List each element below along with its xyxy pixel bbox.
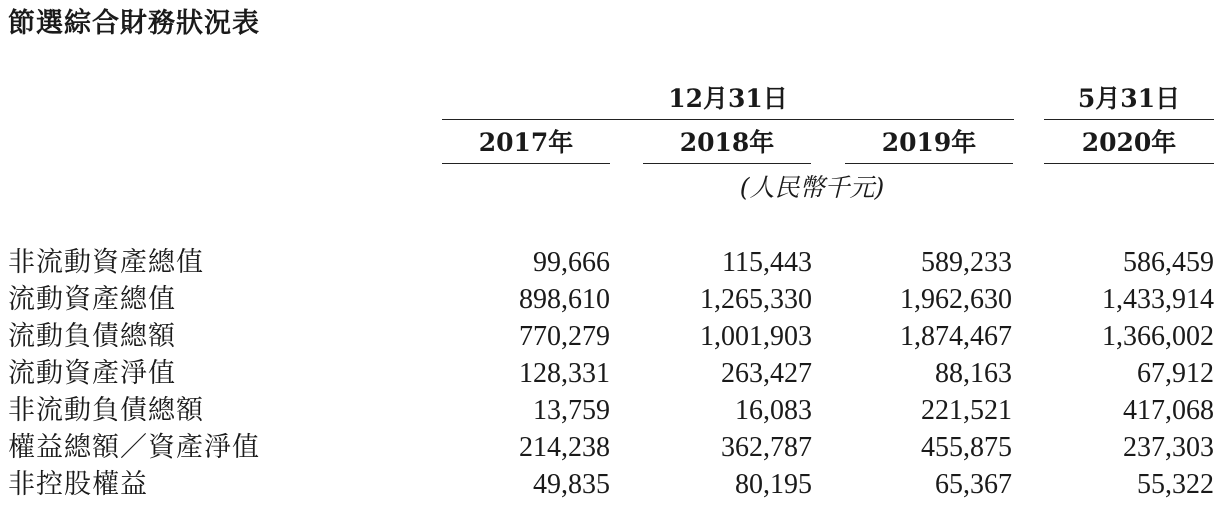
table-row	[0, 355, 1229, 392]
value-2018: 1,265,330	[700, 284, 812, 315]
table-row	[0, 466, 1229, 503]
value-2019: 88,163	[935, 358, 1012, 389]
value-2018: 1,001,903	[700, 321, 812, 352]
header-dec31: 12月31日	[668, 84, 788, 113]
value-2017: 13,759	[533, 395, 610, 426]
row-label: 流動資產淨值	[8, 358, 176, 389]
year-rule-2020	[1044, 163, 1214, 164]
value-2019: 221,521	[921, 395, 1012, 426]
value-2017: 770,279	[519, 321, 610, 352]
value-2020: 1,433,914	[1102, 284, 1214, 315]
value-2019: 65,367	[935, 469, 1012, 500]
financial-table	[0, 244, 1229, 503]
value-2017: 49,835	[533, 469, 610, 500]
header-may31: 5月31日	[1077, 84, 1181, 113]
table-row	[0, 318, 1229, 355]
value-2019: 1,962,630	[900, 284, 1012, 315]
value-2020: 55,322	[1137, 469, 1214, 500]
value-2018: 263,427	[721, 358, 812, 389]
value-2020: 237,303	[1123, 432, 1214, 463]
unit-label: (人民幣千元)	[739, 173, 885, 202]
row-label: 流動負債總額	[8, 321, 176, 352]
value-2018: 362,787	[721, 432, 812, 463]
value-2017: 214,238	[519, 432, 610, 463]
row-label: 非流動負債總額	[8, 395, 204, 426]
table-row	[0, 429, 1229, 466]
year-2018-header: 2018年	[679, 128, 775, 157]
value-2020: 67,912	[1137, 358, 1214, 389]
value-2018: 16,083	[735, 395, 812, 426]
year-rule-2018	[643, 163, 811, 164]
value-2019: 589,233	[921, 247, 1012, 278]
value-2018: 115,443	[722, 247, 812, 278]
page-title: 節選綜合財務狀況表	[8, 8, 260, 39]
value-2017: 898,610	[519, 284, 610, 315]
header-rule-dec31	[442, 119, 1014, 120]
value-2020: 586,459	[1123, 247, 1214, 278]
table-row	[0, 392, 1229, 429]
value-2017: 99,666	[533, 247, 610, 278]
year-2019-header: 2019年	[881, 128, 977, 157]
year-rule-2017	[442, 163, 610, 164]
value-2017: 128,331	[519, 358, 610, 389]
value-2020: 417,068	[1123, 395, 1214, 426]
header-rule-may31	[1044, 119, 1214, 120]
row-label: 非流動資產總值	[8, 247, 204, 278]
year-rule-2019	[845, 163, 1013, 164]
table-row	[0, 281, 1229, 318]
row-label: 非控股權益	[8, 469, 148, 500]
table-row	[0, 244, 1229, 281]
value-2019: 455,875	[921, 432, 1012, 463]
row-label: 流動資產總值	[8, 284, 176, 315]
value-2019: 1,874,467	[900, 321, 1012, 352]
value-2018: 80,195	[735, 469, 812, 500]
year-2017-header: 2017年	[478, 128, 574, 157]
year-2020-header: 2020年	[1081, 128, 1177, 157]
row-label: 權益總額／資產淨值	[8, 432, 260, 463]
value-2020: 1,366,002	[1102, 321, 1214, 352]
